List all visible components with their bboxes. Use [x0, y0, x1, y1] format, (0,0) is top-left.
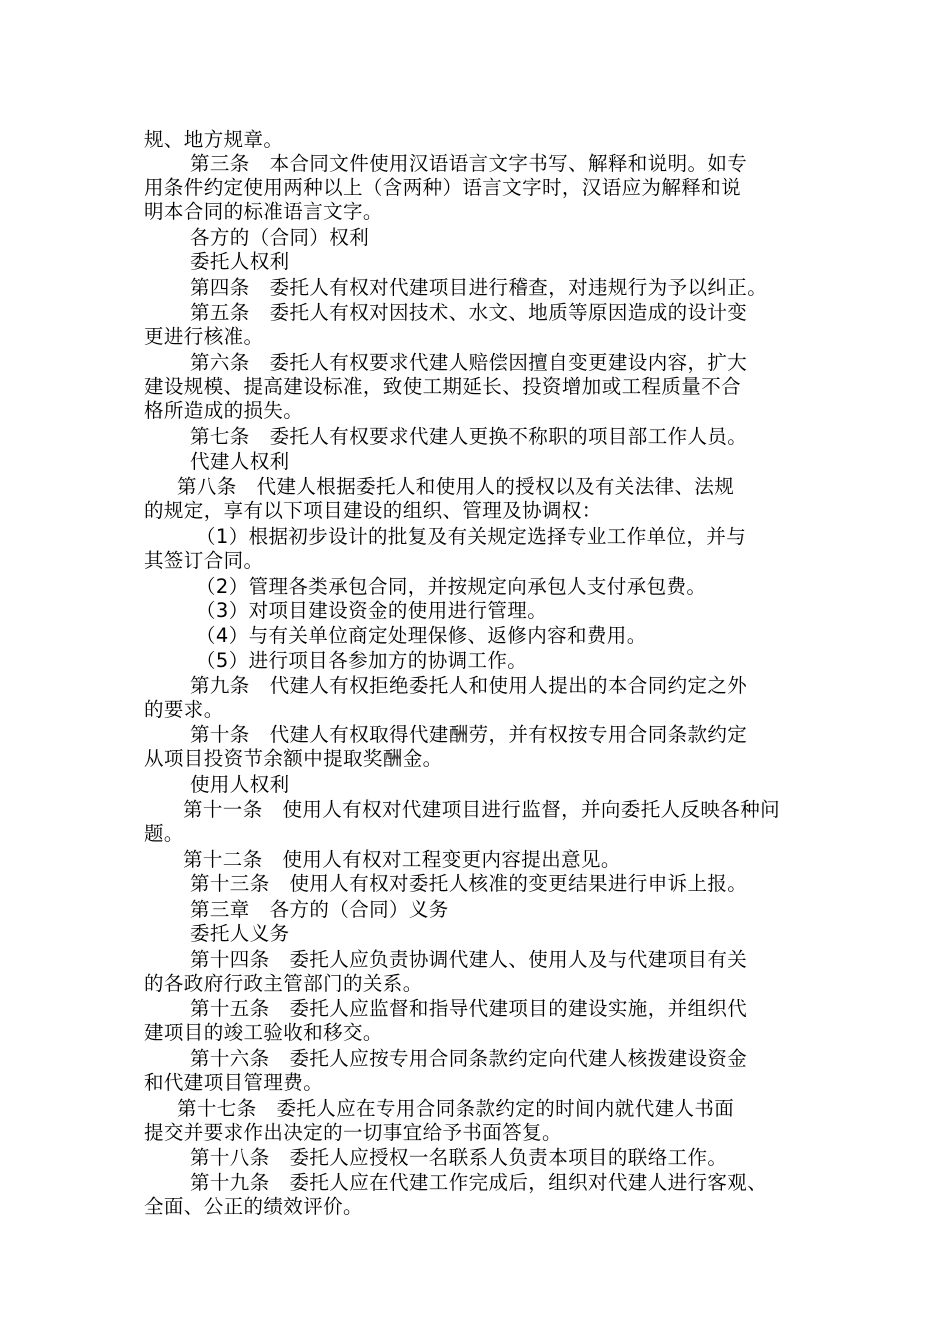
- subsection-heading: 委托人权利: [190, 250, 290, 273]
- list-item: （5）进行项目各参加方的协调工作。: [196, 649, 528, 672]
- article-6-line: 第六条 委托人有权要求代建人赔偿因擅自变更建设内容，扩大: [190, 351, 748, 374]
- list-item: （4）与有关单位商定处理保修、返修内容和费用。: [196, 624, 647, 647]
- section-heading: 各方的（合同）权利: [190, 226, 370, 249]
- text-line: 明本合同的标准语言文字。: [144, 200, 383, 223]
- text-line: 其签订合同。: [144, 549, 264, 572]
- article-15-line: 第十五条 委托人应监督和指导代建项目的建设实施，并组织代: [190, 997, 748, 1020]
- article-9-line: 第九条 代建人有权拒绝委托人和使用人提出的本合同约定之外: [190, 674, 748, 697]
- text-line: 建设规模、提高建设标准，致使工期延长、投资增加或工程质量不合: [144, 375, 742, 398]
- article-11-line: 第十一条 使用人有权对代建项目进行监督，并向委托人反映各种问: [183, 798, 781, 821]
- text-line: 的规定，享有以下项目建设的组织、管理及协调权：: [144, 499, 602, 522]
- text-line: 建项目的竣工验收和移交。: [144, 1021, 383, 1044]
- text-line: 用条件约定使用两种以上（含两种）语言文字时，汉语应为解释和说: [144, 176, 742, 199]
- article-10-line: 第十条 代建人有权取得代建酬劳，并有权按专用合同条款约定: [190, 723, 748, 746]
- text-line: 全面、公正的绩效评价。: [144, 1195, 363, 1218]
- article-3-line: 第三条 本合同文件使用汉语语言文字书写、解释和说明。如专: [190, 152, 748, 175]
- article-5-line: 第五条 委托人有权对因技术、水文、地质等原因造成的设计变: [190, 301, 748, 324]
- list-item: （1）根据初步设计的批复及有关规定选择专业工作单位，并与: [196, 525, 747, 548]
- text-line: 的要求。: [144, 698, 224, 721]
- text-line: 提交并要求作出决定的一切事宜给予书面答复。: [144, 1121, 562, 1144]
- subsection-heading: 使用人权利: [190, 773, 290, 796]
- article-8-line: 第八条 代建人根据委托人和使用人的授权以及有关法律、法规: [177, 475, 735, 498]
- article-17-line: 第十七条 委托人应在专用合同条款约定的时间内就代建人书面: [177, 1097, 735, 1120]
- text-line: 题。: [144, 822, 184, 845]
- text-line: 规、地方规章。: [144, 128, 284, 151]
- list-item: （3）对项目建设资金的使用进行管理。: [196, 599, 548, 622]
- article-19-line: 第十九条 委托人应在代建工作完成后，组织对代建人进行客观、: [190, 1171, 768, 1194]
- article-4-line: 第四条 委托人有权对代建项目进行稽查，对违规行为予以纠正。: [190, 276, 768, 299]
- text-line: 从项目投资节余额中提取奖酬金。: [144, 747, 443, 770]
- subsection-heading: 委托人义务: [190, 922, 290, 945]
- article-14-line: 第十四条 委托人应负责协调代建人、使用人及与代建项目有关: [190, 948, 748, 971]
- article-18-line: 第十八条 委托人应授权一名联系人负责本项目的联络工作。: [190, 1146, 728, 1169]
- article-12-line: 第十二条 使用人有权对工程变更内容提出意见。: [183, 848, 621, 871]
- text-line: 的各政府行政主管部门的关系。: [144, 972, 423, 995]
- list-item: （2）管理各类承包合同，并按规定向承包人支付承包费。: [196, 575, 707, 598]
- subsection-heading: 代建人权利: [190, 450, 290, 473]
- text-line: 和代建项目管理费。: [144, 1071, 324, 1094]
- chapter-heading: 第三章 各方的（合同）义务: [190, 898, 449, 921]
- text-line: 更进行核准。: [144, 325, 264, 348]
- text-line: 格所造成的损失。: [144, 399, 304, 422]
- article-16-line: 第十六条 委托人应按专用合同条款约定向代建人核拨建设资金: [190, 1047, 748, 1070]
- article-13-line: 第十三条 使用人有权对委托人核准的变更结果进行申诉上报。: [190, 872, 748, 895]
- article-7-line: 第七条 委托人有权要求代建人更换不称职的项目部工作人员。: [190, 425, 748, 448]
